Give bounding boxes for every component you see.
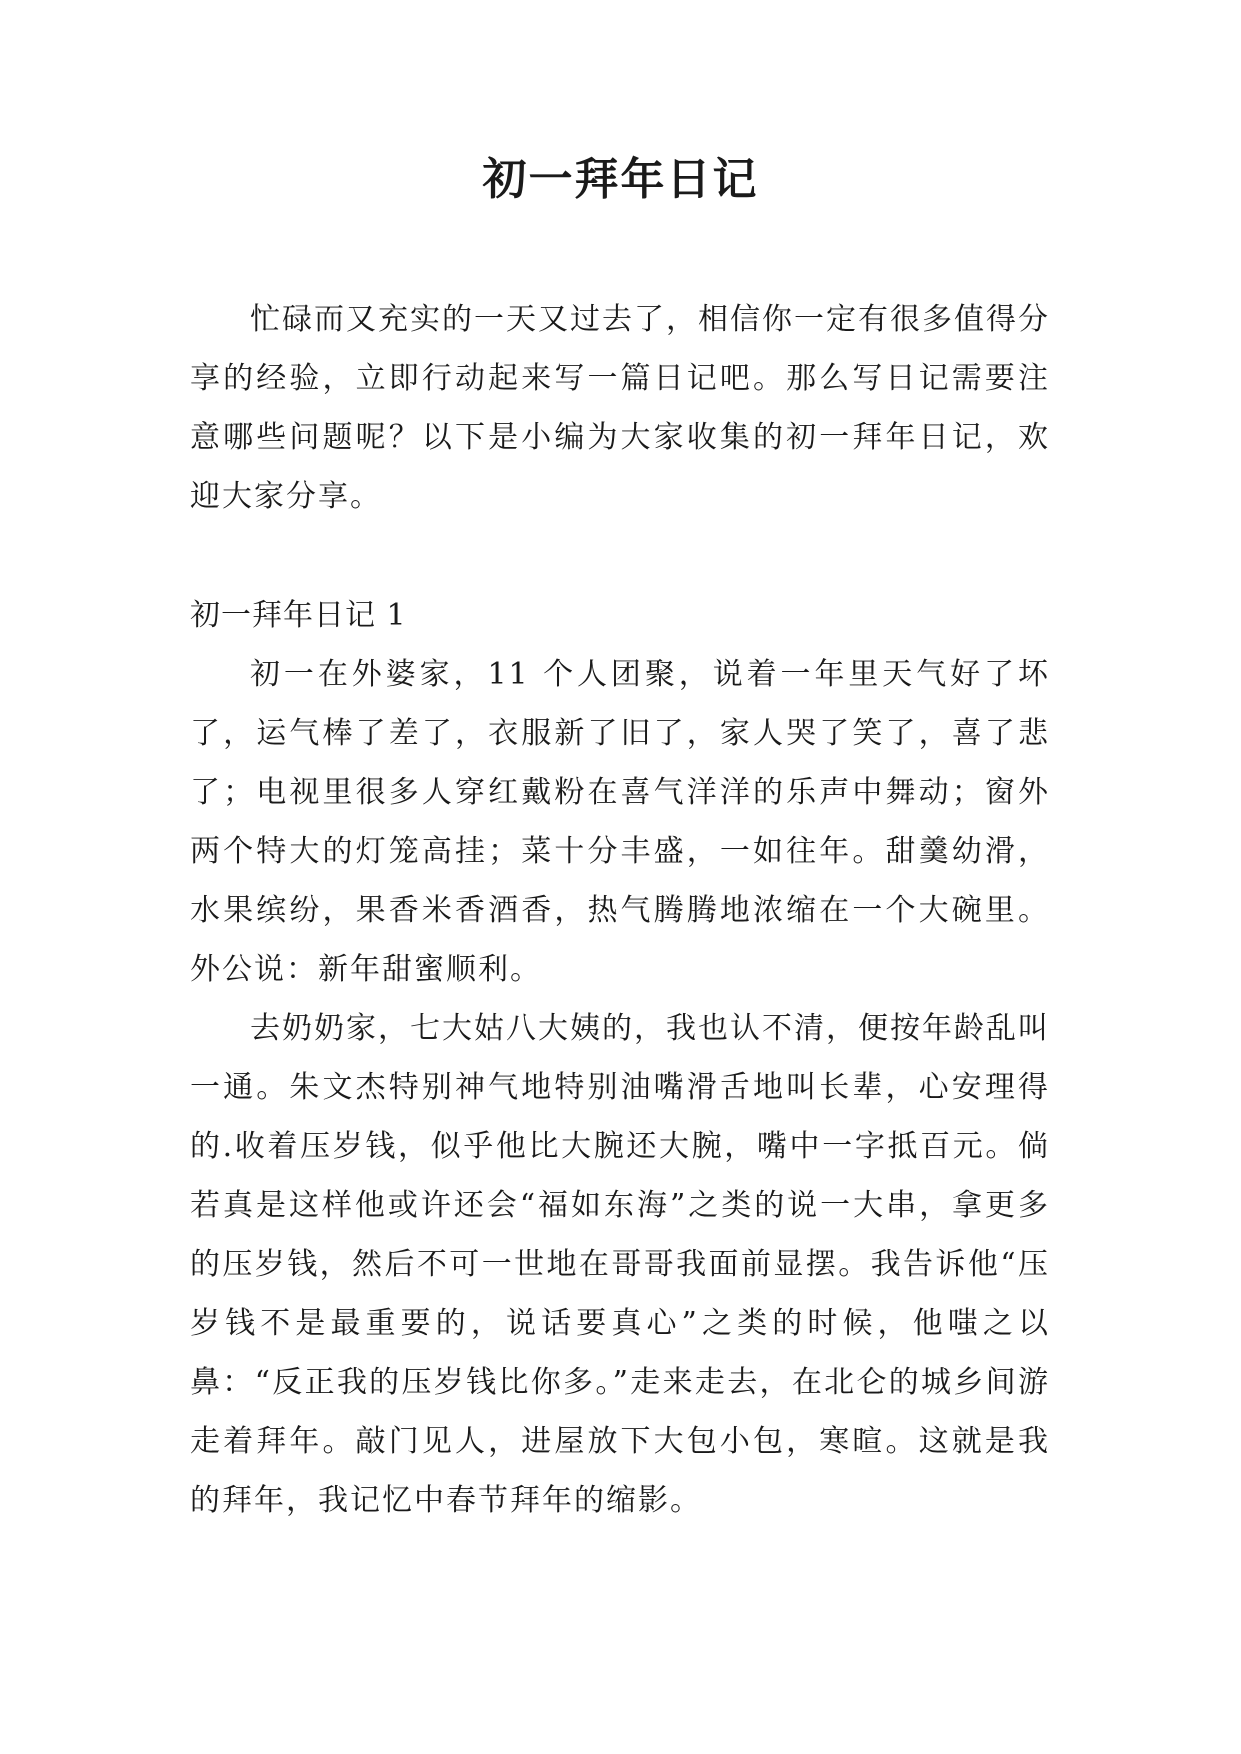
- document-title: 初一拜年日记: [482, 154, 759, 205]
- document-body: [190, 290, 1050, 1530]
- section-heading: 初一拜年日记 1: [190, 598, 407, 633]
- intro-paragraph: 忙碌而又充实的一天又过去了，相信你一定有很多值得分享的经验，立即行动起来写一篇日记吧。那么写日记需要注意哪些问题呢？以下是小编为大家收集的初一拜年日记，欢迎大家分享。: [190, 302, 1050, 514]
- section-paragraph-1: 初一在外婆家，11 个人团聚，说着一年里天气好了坏了，运气棒了差了，衣服新了旧了，家人哭了笑了，喜了悲了；电视里很多人穿红戴粉在喜气洋洋的乐声中舞动；窗外两个特大的灯笼高挂；菜十分丰盛，一如往年。甜羹幼滑，水果缤纷，果香米香酒香，热气腾腾地浓缩在一个大碗里。外公说：新年甜蜜顺利。: [190, 657, 1050, 987]
- section-paragraph-2: 去奶奶家，七大姑八大姨的，我也认不清，便按年龄乱叫一通。朱文杰特别神气地特别油嘴滑舌地叫长辈，心安理得的.收着压岁钱，似乎他比大腕还大腕，嘴中一字抵百元。倘若真是这样他或许还会“福如东海”之类的说一大串，拿更多的压岁钱，然后不可一世地在哥哥我面前显摆。我告诉他“压岁钱不是最重要的，说话要真心”之类的时候，他嗤之以鼻：“反正我的压岁钱比你多。”走来走去，在北仑的城乡间游走着拜年。敲门见人，进屋放下大包小包，寒暄。这就是我的拜年，我记忆中春节拜年的缩影。: [190, 1011, 1050, 1518]
- diary-section-1: [190, 586, 1050, 1530]
